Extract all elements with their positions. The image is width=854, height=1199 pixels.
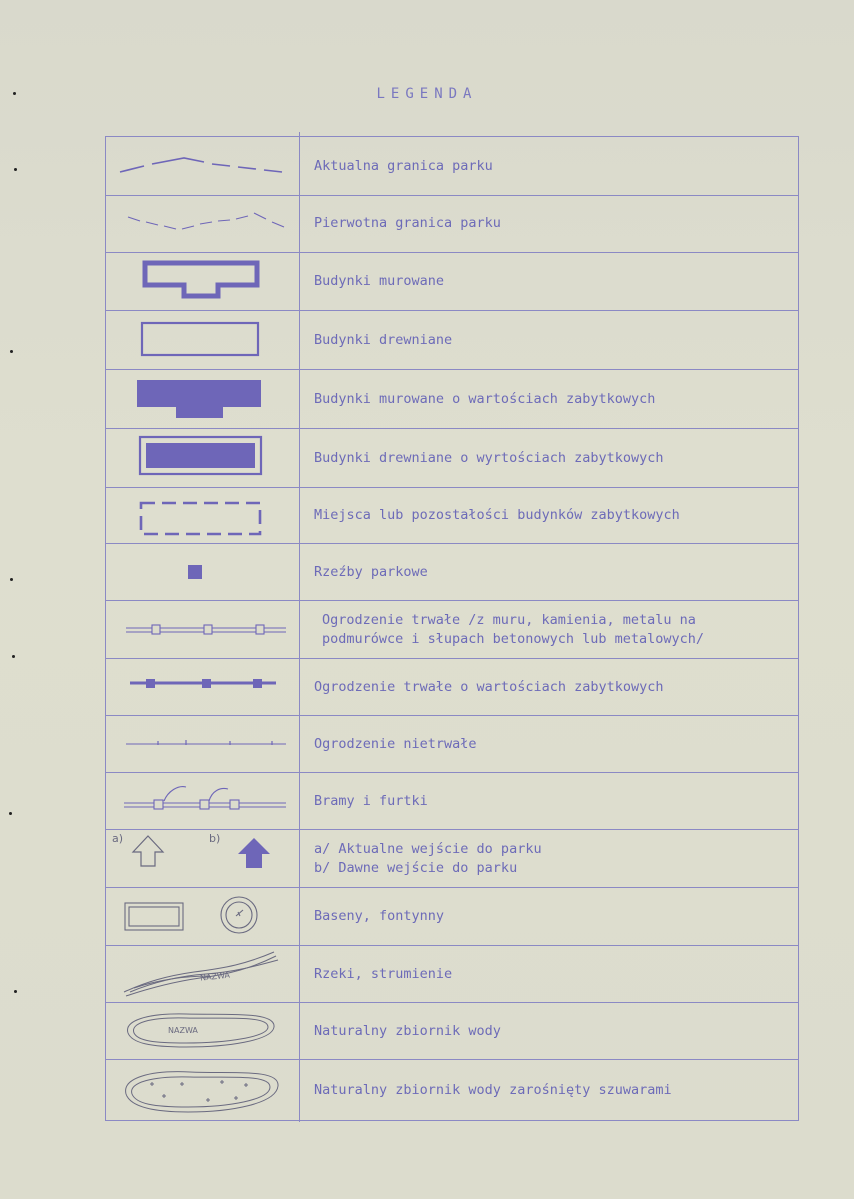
- legend-row: [106, 136, 798, 196]
- overgrown-reservoir-icon: [106, 1060, 300, 1120]
- legend-description: Baseny, fontynny: [314, 908, 445, 924]
- legend-description: Budynki murowane: [314, 273, 445, 289]
- gates-icon: [106, 773, 300, 829]
- legend-row: [106, 253, 798, 311]
- park-entrance-icon: [106, 830, 300, 887]
- rivers-icon: [106, 946, 300, 1002]
- legend-description: Ogrodzenie trwałe /z muru, kamienia, metalu na podmurówce i słupach betonowych lub metalowych/: [322, 611, 705, 647]
- legend-table: [105, 136, 799, 1121]
- wooden-building-icon: [106, 311, 300, 369]
- historic-wooden-building-icon: [106, 429, 300, 487]
- legend-row: [106, 429, 798, 488]
- legend-row: [106, 1060, 798, 1121]
- pools-fountains-icon: [106, 888, 300, 945]
- legend-description: Budynki murowane o wartościach zabytkowych: [314, 390, 656, 407]
- legend-description: Rzeki, strumienie: [314, 965, 453, 982]
- temporary-fence-icon: [106, 716, 300, 772]
- legend-row: [106, 601, 798, 659]
- margin-mark: [9, 812, 12, 815]
- map-label: NAZWA: [168, 1026, 198, 1035]
- legend-row: [106, 888, 798, 946]
- legend-row: [106, 716, 798, 773]
- legend-row: [106, 488, 798, 544]
- historic-fence-icon: [106, 659, 300, 715]
- legend-description: a/ Aktualne wejście do parku b/ Dawne wejście do parku: [314, 840, 542, 876]
- legend-description: Bramy i furtki: [314, 792, 428, 809]
- brick-building-icon: [106, 253, 300, 310]
- legend-description: Aktualna granica parku: [314, 157, 493, 174]
- margin-mark: [10, 578, 13, 581]
- page-title: LEGENDA: [376, 86, 478, 102]
- permanent-fence-icon: [106, 601, 300, 658]
- legend-row: [106, 773, 798, 830]
- legend-row: [106, 544, 798, 601]
- legend-description: Miejsca lub pozostałości budynków zabytkowych: [314, 507, 680, 523]
- legend-description: Naturalny zbiornik wody zarośnięty szuwarami: [314, 1081, 672, 1098]
- water-reservoir-icon: [106, 1003, 300, 1059]
- legend-row: [106, 659, 798, 716]
- legend-row: [106, 195, 798, 253]
- margin-mark: [14, 990, 17, 993]
- current-park-boundary-icon: [106, 137, 300, 195]
- historic-brick-building-icon: [106, 370, 300, 428]
- legend-description: Rzeźby parkowe: [314, 563, 428, 580]
- sculpture-icon: [106, 544, 300, 600]
- margin-mark: [12, 655, 15, 658]
- margin-mark: [14, 168, 17, 171]
- legend-row: [106, 311, 798, 370]
- legend-row: [106, 946, 798, 1003]
- legend-description: Ogrodzenie trwałe o wartościach zabytkowych: [314, 678, 664, 695]
- legend-row: [106, 370, 798, 429]
- label-b: b): [209, 832, 221, 845]
- legend-row: [106, 1003, 798, 1060]
- building-remains-icon: [106, 488, 300, 543]
- margin-mark: [10, 350, 13, 353]
- legend-description: Budynki drewniane o wyrtościach zabytkowych: [314, 449, 664, 466]
- legend-description: Pierwotna granica parku: [314, 215, 501, 231]
- label-a: a): [112, 832, 124, 845]
- legend-description: Naturalny zbiornik wody: [314, 1022, 501, 1039]
- legend-description: Ogrodzenie nietrwałe: [314, 735, 477, 752]
- map-label: NAZWA: [199, 970, 231, 983]
- legend-row: [106, 830, 798, 888]
- legend-description: Budynki drewniane: [314, 331, 453, 348]
- original-park-boundary-icon: [106, 195, 300, 252]
